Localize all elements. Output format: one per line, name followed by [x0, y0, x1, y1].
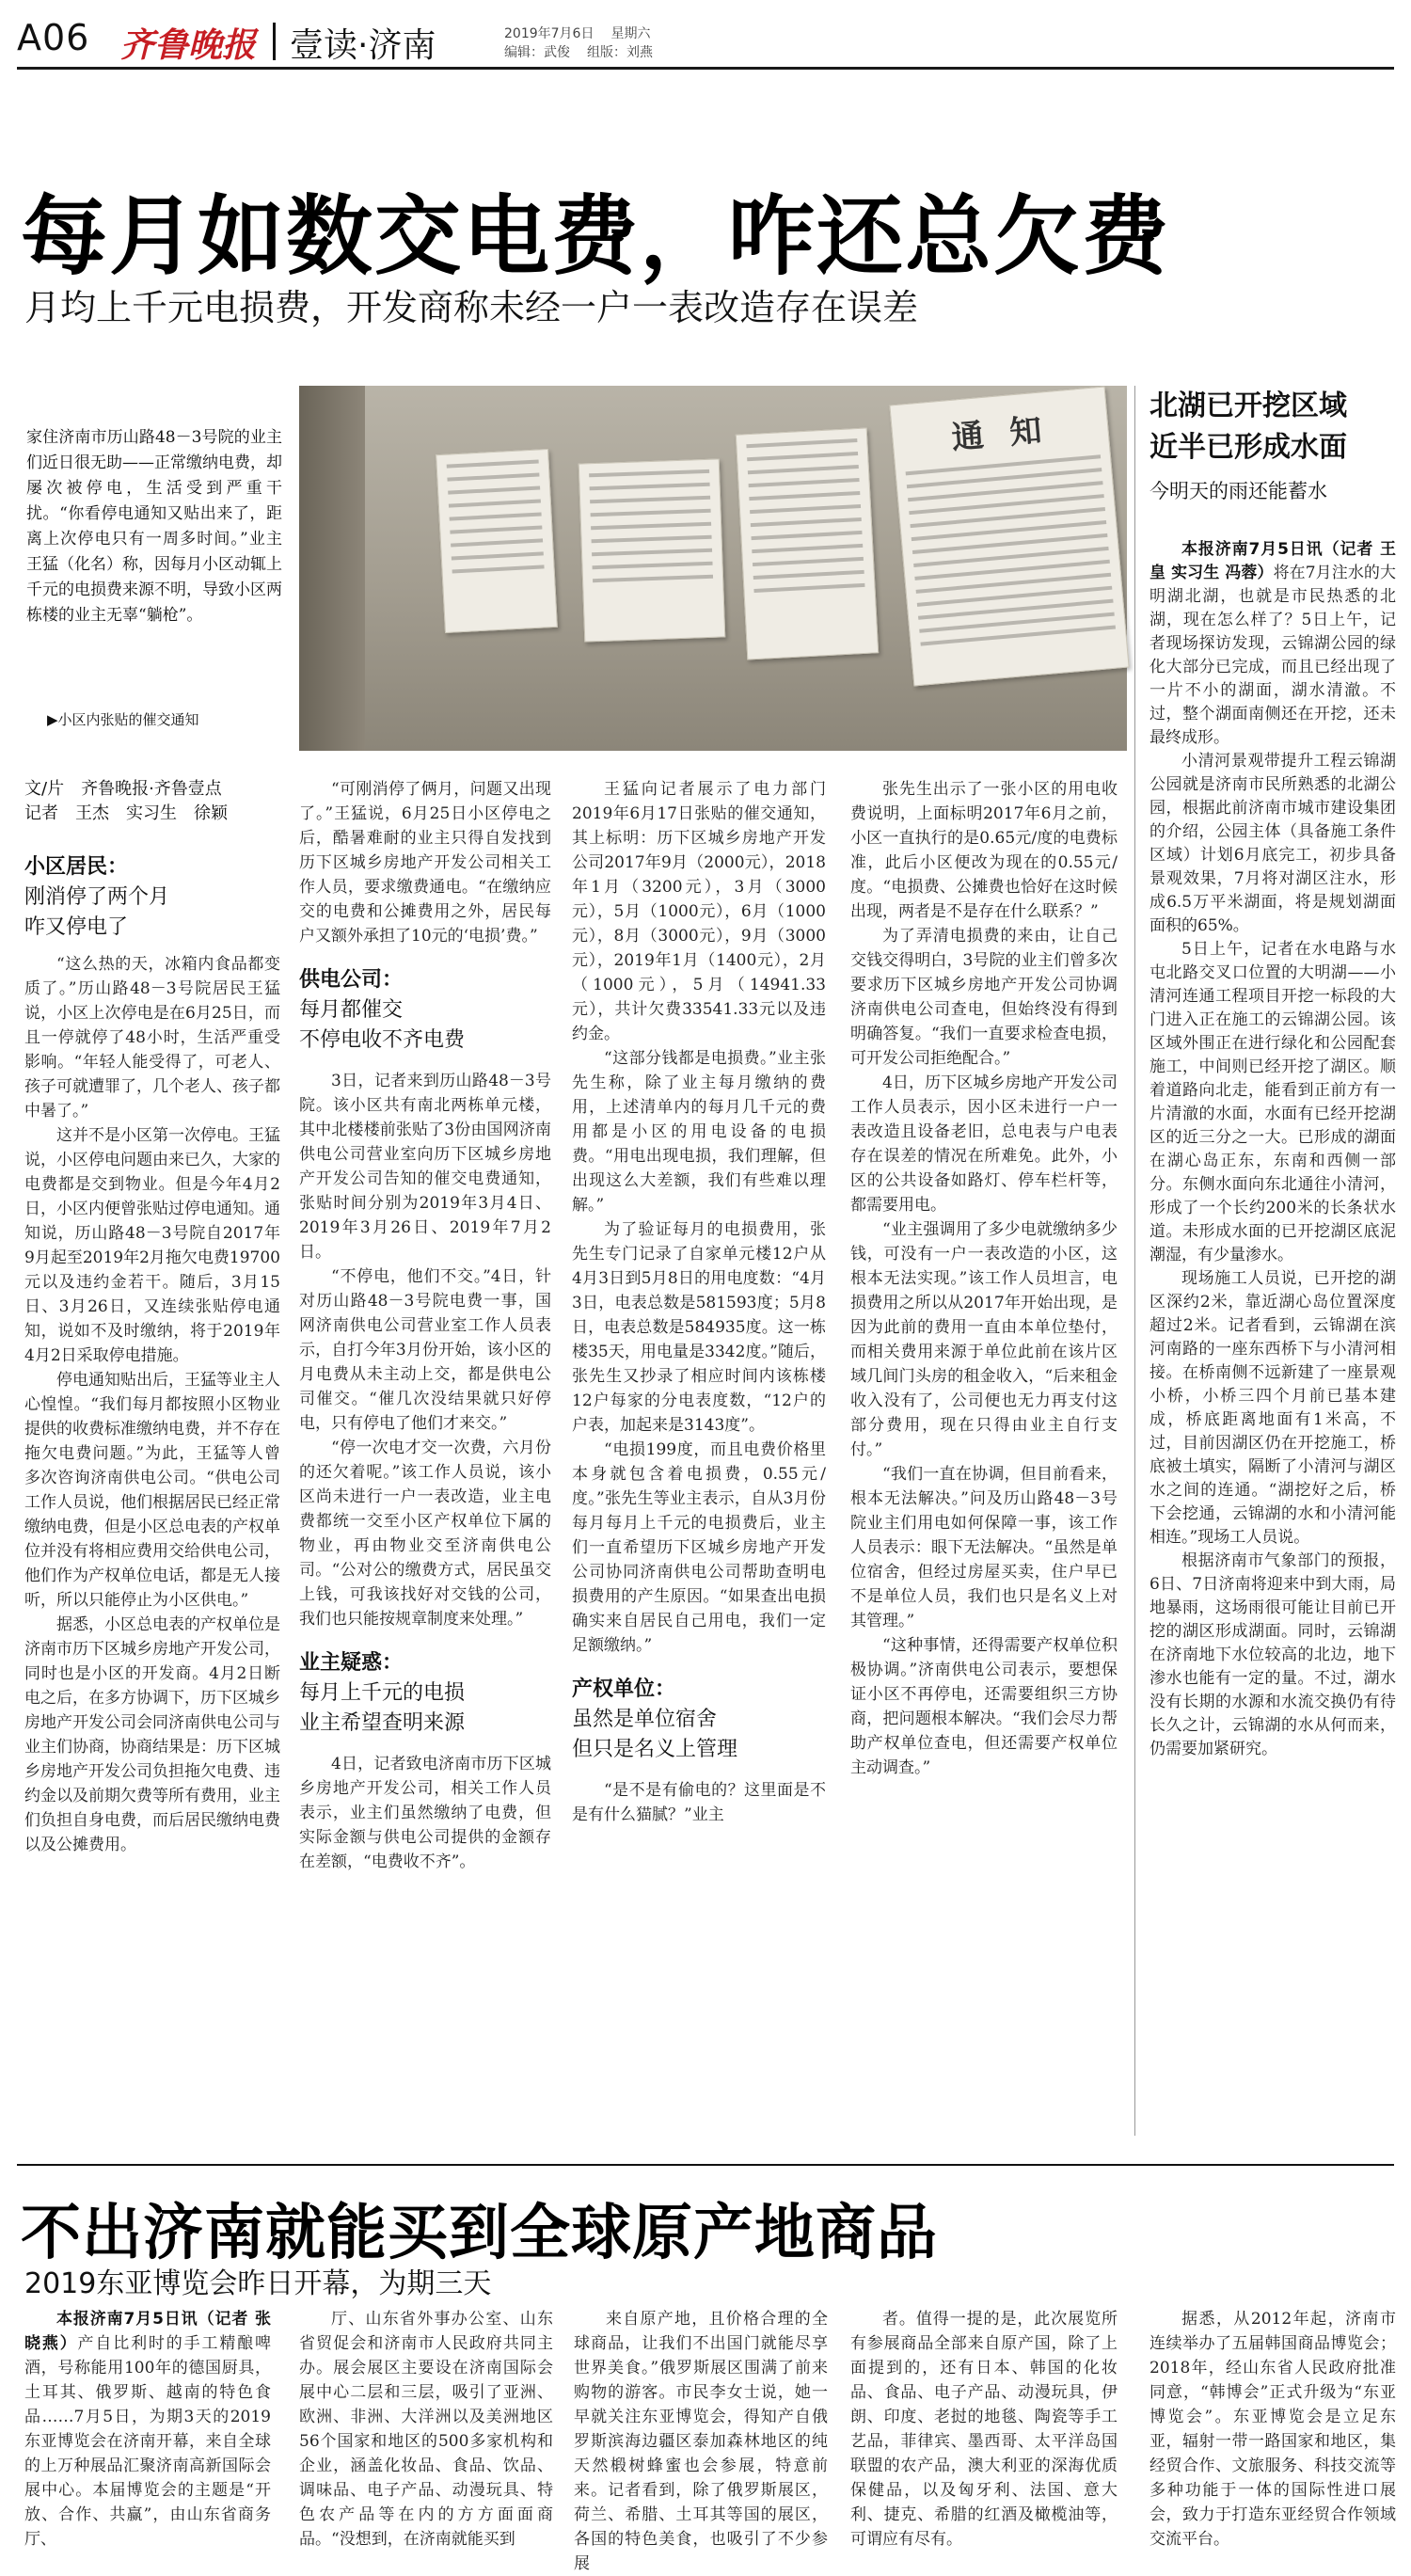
paragraph: 王猛向记者展示了电力部门2019年6月17日张贴的催交通知，其上标明：历下区城乡房地产开发公司2017年9月（2000元），2018年1月（3200元），3月（3000元），5月（1000元），6月（1000元），8月（3000元），9月（3000元），2019年1月（1400元），2月（1000元），5月（14941.33元），共计欠费33541.33元以及违约金。: [572, 780, 826, 1043]
subhead-residents: [24, 852, 280, 943]
article2-column-4: [850, 2307, 1118, 2549]
posted-notice: [579, 458, 726, 642]
issue-meta: [504, 24, 670, 62]
layout-credit: 组版：刘燕: [587, 45, 653, 60]
subhead-line: 每月都催交: [299, 998, 404, 1022]
paragraph: 为了验证每月的电损费用，张先生专门记录了自家单元楼12户从4月3日到5月8日的用电度数：“4月3日，电表总数是581593度；5月8日，电表总数是584935度。这一栋楼35天，用电量是3342度。”随后，张先生又抄录了相应时间内该栋楼12户每家的分电表度数，“12户的户表，加起来是3143度”。: [572, 1220, 826, 1435]
subhead-kicker: 小区居民：: [24, 855, 129, 879]
paragraph: 据悉，从2012年起，济南市连续举办了五届韩国商品博览会；2018年，经山东省人民政府批准同意，“韩博会”正式升级为“东亚博览会”。东亚博览会是立足东亚，辐射一带一路国家和地区，集经贸合作、文旅服务、科技交流等多种功能于一体的国际性进口展会，致力于打造东亚经贸合作领域交流平台。: [1149, 2310, 1396, 2549]
subhead-kicker: 业主疑惑：: [299, 1651, 404, 1675]
posted-notice: [736, 428, 879, 660]
news-photo: [299, 386, 1127, 751]
newspaper-logo: 齐鲁晚报: [120, 25, 257, 65]
paragraph: 厅、山东省外事办公室、山东省贸促会和济南市人民政府共同主办。展会展区主要设在济南国际会展中心二层和三层，吸引了亚洲、欧洲、非洲、大洋洲以及美洲地区56个国家和地区的500多家机构和企业，涵盖化妆品、食品、饮品、调味品、电子产品、动漫玩具、特色农产品等在内的方方面面商品。“没想到，在济南就能买到: [299, 2310, 553, 2549]
paragraph: 4日，记者致电济南市历下区城乡房地产开发公司，相关工作人员表示，业主们虽然缴纳了电费，但实际金额与供电公司提供的金额存在差额，“电费收不齐”。: [299, 1755, 551, 1871]
paragraph: 小清河景观带提升工程云锦湖公园就是济南市民所熟悉的北湖公园，根据此前济南市城市建设集团的介绍，公园主体（具备施工条件区域）计划6月底完工，初步具备景观效果，7月将对湖区注水，形成6.5万平米湖面，将是规划湖面面积的65%。: [1149, 752, 1396, 935]
subhead-line: 业主希望查明来源: [299, 1711, 466, 1735]
paragraph: 3日，记者来到历山路48－3号院。该小区共有南北两栋单元楼，其中北楼楼前张贴了3份由国网济南供电公司营业室向历下区城乡房地产开发公司告知的催交电费通知，张贴时间分别为2019年3月4日、2019年3月26日、2019年7月2日。: [299, 1072, 551, 1262]
paragraph: “这部分钱都是电损费。”业主张先生称，除了业主每月缴纳的费用，上述清单内的每月几千元的费用都是小区的用电设备的电损费。“用电出现电损，我们理解，但出现这么大差额，我们有些难以理解。”: [572, 1049, 826, 1215]
article-lede: 家住济南市历山路48－3号院的业主们近日很无助——正常缴纳电费，却屡次被停电，生活受到严重干扰。“你看停电通知又贴出来了，距离上次停电只有一周多时间。”业主王猛（化名）称，因每月小区动辄上千元的电损费来源不明，导致小区两栋楼的业主无辜“躺枪”。: [26, 428, 282, 625]
byline-source: 文/片 齐鲁晚报·齐鲁壹点: [24, 779, 222, 799]
subhead-kicker: 供电公司：: [299, 968, 404, 992]
paragraph: 将在7月注水的大明湖北湖，也就是市民热悉的北湖，现在怎么样了？5日上午，记者现场探访发现，云锦湖公园的绿化大部分已完成，而且已经出现了一片不小的湖面，湖水清澈。不过，整个湖面南侧还在开挖，还未最终成形。: [1149, 564, 1396, 747]
article-column-1: [24, 852, 280, 2141]
subhead-line: 不停电收不齐电费: [299, 1028, 466, 1052]
article2-column-5: [1149, 2307, 1396, 2549]
paragraph: “不停电，他们不交。”4日，针对历山路48－3号院电费一事，国网济南供电公司营业室工作人员表示，自打今年3月份开始，该小区的月电费从未主动上交，都是供电公司催交。“催几次没结果就只好停电，只有停电了他们才来交。”: [299, 1267, 551, 1433]
paragraph: 4日，历下区城乡房地产开发公司工作人员表示，因小区未进行一户一表改造且设备老旧，总电表与户电表存在误差的情况在所难免。此外，小区的公共设备如路灯、停车栏杆等，都需要用电。: [850, 1073, 1118, 1215]
notice-title: 通 知: [950, 410, 1051, 457]
paragraph: 根据济南市气象部门的预报，6日、7日济南将迎来中到大雨，局地暴雨，这场雨很可能让目前已开挖的湖区形成湖面。同时，云锦湖在济南地下水位较高的北边，地下渗水也能有一定的量。不过，湖水没有长期的水源和水流交换仍有待长久之计，云锦湖的水从何而来，仍需要加紧研究。: [1149, 1551, 1396, 1758]
article-column-2: [299, 777, 551, 2141]
page-number: A06: [17, 17, 90, 58]
main-headline: 每月如数交电费，咋还总欠费: [21, 186, 1171, 287]
issue-date: 2019年7月6日: [504, 26, 595, 41]
photo-caption: ▶小区内张贴的催交通知: [47, 711, 199, 728]
posted-notice-main: [889, 387, 1129, 687]
paragraph: 来自原产地，且价格合理的全球商品，让我们不出国门就能尽享世界美食。”俄罗斯展区围满了前来购物的游客。市民李女士说，她一早就关注东亚博览会，得知产自俄罗斯滨海边疆区泰加森林地区的纯天然椴树蜂蜜也会参展，特意前来。记者看到，除了俄罗斯展区，荷兰、希腊、土耳其等国的展区，各国的特色美食，也吸引了不少参展: [574, 2310, 828, 2573]
paragraph: 张先生出示了一张小区的用电收费说明，上面标明2017年6月之前，小区一直执行的是0.65元/度的电费标准，此后小区便改为现在的0.55元/度。“电损费、公摊费也恰好在这时候出现，两者是不是存在什么联系？”: [850, 780, 1118, 921]
column-divider: [1134, 386, 1135, 2136]
paragraph: 为了弄清电损费的来由，让自己交钱交得明白，3号院的业主们曾多次要求历下区城乡房地产开发公司协调济南供电公司查电，但始终没有得到明确答复。“我们一直要求检查电损，可开发公司拒绝配合。”: [850, 927, 1118, 1068]
paragraph: 现场施工人员说，已开挖的湖区深约2米，靠近湖心岛位置深度超过2米。记者看到，云锦湖在滨河南路的一座东西桥下与小清河相接。在桥南侧不远新建了一座景观小桥，小桥三四个月前已基本建成，桥底距离地面有1米高，不过，目前因湖区仍在开挖施工，桥底被土填实，隔断了小清河与湖区水之间的连通。“湖挖好之后，桥下会挖通，云锦湖的水和小清河能相连。”现场工人员说。: [1149, 1269, 1396, 1547]
article-column-4: [850, 777, 1118, 2141]
article2-column-1: [24, 2307, 272, 2549]
byline: [24, 777, 278, 826]
main-subheadline: 月均上千元电损费，开发商称未经一户一表改造存在误差: [24, 287, 919, 328]
paragraph: “停一次电才交一次费，六月份的还欠着呢。”该工作人员说，该小区尚未进行一户一表改造，业主电费都统一交至小区产权单位下属的物业，再由物业交至济南供电公司。“公对公的缴费方式，居民虽交上钱，可我该找好对交钱的公司，我们也只能按规章制度来处理。”: [299, 1439, 551, 1629]
sidebar-body: [1149, 538, 1396, 2138]
paragraph: “可刚消停了俩月，问题又出现了。”王猛说，6月25日小区停电之后，酷暑难耐的业主只得自发找到历下区城乡房地产开发公司相关工作人员，要求缴费通电。“在缴纳应交的电费和公摊费用之外，居民每户又额外承担了10元的‘电损’费。”: [299, 780, 551, 946]
section-title: 壹读·济南: [290, 26, 436, 65]
subhead-line: 每月上千元的电损: [299, 1681, 466, 1705]
subhead-kicker: 产权单位：: [572, 1678, 676, 1701]
paragraph: 产自比利时的手工精酿啤酒，号称能用100年的德国厨具，土耳其、俄罗斯、越南的特色食品……7月5日，为期3天的2019东亚博览会在济南开幕，来自全球的上万种展品汇聚济南高新国际会展中心。本届博览会的主题是“开放、合作、共赢”，由山东省商务厅、: [24, 2334, 272, 2549]
paragraph: “是不是有偷电的？这里面是不是有什么猫腻？”业主: [572, 1781, 826, 1824]
paragraph: “这么热的天，冰箱内食品都变质了。”历山路48－3号院居民王猛说，小区上次停电是在6月25日，而且一停就停了48小时，生活严重受影响。“年轻人能受得了，可老人、孩子可就遭罪了，几个老人、孩子都中暑了。”: [24, 955, 280, 1121]
editor-credit: 编辑：武俊: [504, 45, 570, 60]
subhead-line: 虽然是单位宿舍: [572, 1708, 718, 1731]
paragraph: “电损199度，而且电费价格里本身就包含着电损费，0.55元/度。”张先生等业主表示，自从3月份每月每月上千元的电损费后，业主们一直希望历下区城乡房地产开发公司协同济南供电公司帮助查明电损费用的产生原因。“如果查出电损确实来自居民自己用电，我们一定足额缴纳。”: [572, 1440, 826, 1655]
paragraph: 者。值得一提的是，此次展览所有参展商品全部来自原产国，除了上面提到的，还有日本、韩国的化妆品、食品、电子产品、动漫玩具，伊朗、印度、老挝的地毯、陶瓷等手工艺品，菲律宾、墨西哥、太平洋岛国联盟的农产品，澳大利亚的深海优质保健品，以及匈牙利、法国、意大利、捷克、希腊的红酒及橄榄油等，可谓应有尽有。: [850, 2310, 1118, 2549]
sidebar-headline-line: 近半已形成水面: [1149, 431, 1347, 464]
subhead-power-company: [299, 965, 551, 1056]
paragraph: “业主强调用了多少电就缴纳多少钱，可没有一户一表改造的小区，这根本无法实现。”该工作人员坦言，电损费用之所以从2017年开始出现，是因为此前的费用一直由本单位垫付，而相关费用来源于单位此前在该片区域几间门头房的租金收入，“后来租金收入没有了，公司便也无力再支付这部分费用，现在只得由业主自行支付。”: [850, 1220, 1118, 1459]
paragraph: 这并不是小区第一次停电。王猛说，小区停电问题由来已久，大家的电费都是交到物业。但是今年4月2日，小区内便曾张贴过停电通知。通知说，历山路48－3号院自2017年9月起至2019年2月拖欠电费19700元以及违约金若干。随后，3月15日、3月26日，又连续张贴停电通知，说如不及时缴纳，将于2019年4月2日采取停电措施。: [24, 1126, 280, 1365]
photo-door: [299, 386, 365, 751]
sidebar-dateline: 本报济南7月5日讯（记者 王皇 实习生 冯蓉）: [1149, 540, 1396, 582]
byline-reporters: 记者 王杰 实习生 徐颖: [24, 803, 228, 823]
masthead: [17, 13, 1394, 70]
paragraph: 据悉，小区总电表的产权单位是济南市历下区城乡房地产开发公司，同时也是小区的开发商。4月2日断电之后，在多方协调下，历下区城乡房地产开发公司会同济南供电公司与业主们协商，协商结果是：历下区城乡房地产开发公司负担拖欠电费、违约金以及前期欠费等所有费用，业主们负担自身电费，而后居民缴纳电费以及公摊费用。: [24, 1615, 280, 1854]
posted-notice: [436, 449, 558, 633]
masthead-divider: [273, 23, 276, 60]
second-subheadline: 2019东亚博览会昨日开幕，为期三天: [24, 2267, 492, 2300]
paragraph: 停电通知贴出后，王猛等业主人心惶惶。“我们每月都按照小区物业提供的收费标准缴纳电费，并不存在拖欠电费问题。”为此，王猛等人曾多次咨询济南供电公司。“供电公司工作人员说，他们根据居民已经正常缴纳电费，但是小区总电表的产权单位并没有将相应费用交给供电公司，他们作为产权单位电话，都是无人接听，所以只能停止为小区供电。”: [24, 1371, 280, 1610]
article2-column-2: [299, 2307, 553, 2549]
article2-column-3: [574, 2307, 828, 2573]
subhead-line: 刚消停了两个月: [24, 885, 170, 909]
paragraph: “这种事情，还得需要产权单位积极协调。”济南供电公司表示，要想保证小区不再停电，还需要组织三方协商，把问题根本解决。“我们会尽力帮助产权单位查电，但还需要产权单位主动调查。”: [850, 1636, 1118, 1777]
sidebar-headline-line: 北湖已开挖区域: [1149, 390, 1347, 422]
sidebar-headline: [1149, 386, 1394, 469]
subhead-line: 咋又停电了: [24, 915, 129, 939]
article2-dateline: 本报济南7月5日讯（记者 张晓燕）: [24, 2310, 271, 2353]
article-column-3: [572, 777, 826, 2141]
subhead-line: 但只是名义上管理: [572, 1738, 738, 1761]
subhead-owners: [299, 1648, 551, 1739]
subhead-property-unit: [572, 1675, 826, 1765]
paragraph: “我们一直在协调，但目前看来，根本无法解决。”问及历山路48－3号院业主们用电如何保障一事，该工作人员表示：眼下无法解决。“虽然是单位宿舍，但经过房屋买卖，住户早已不是单位人员，我们也只是名义上对其管理。”: [850, 1465, 1118, 1630]
paragraph: 5日上午，记者在水电路与水屯北路交叉口位置的大明湖——小清河连通工程项目开挖一标段的大门进入正在施工的云锦湖公园。该区域外围正在进行绿化和公园配套施工，中间则已经开挖了湖区。顺着道路向北走，能看到正前方有一片清澈的水面，水面有已经开挖湖区的近三分之一大。已形成的湖面在湖心岛正东，东南和西侧一部分。东侧水面向东北通往小清河，形成了一个长约200米的长条状水道。未形成水面的已开挖湖区底泥潮湿，有少量渗水。: [1149, 940, 1396, 1264]
sidebar-subheadline: 今明天的雨还能蓄水: [1149, 480, 1327, 502]
second-headline: 不出济南就能买到全球原产地商品: [21, 2199, 938, 2268]
section-divider: [17, 2164, 1394, 2166]
issue-weekday: 星期六: [610, 26, 651, 41]
